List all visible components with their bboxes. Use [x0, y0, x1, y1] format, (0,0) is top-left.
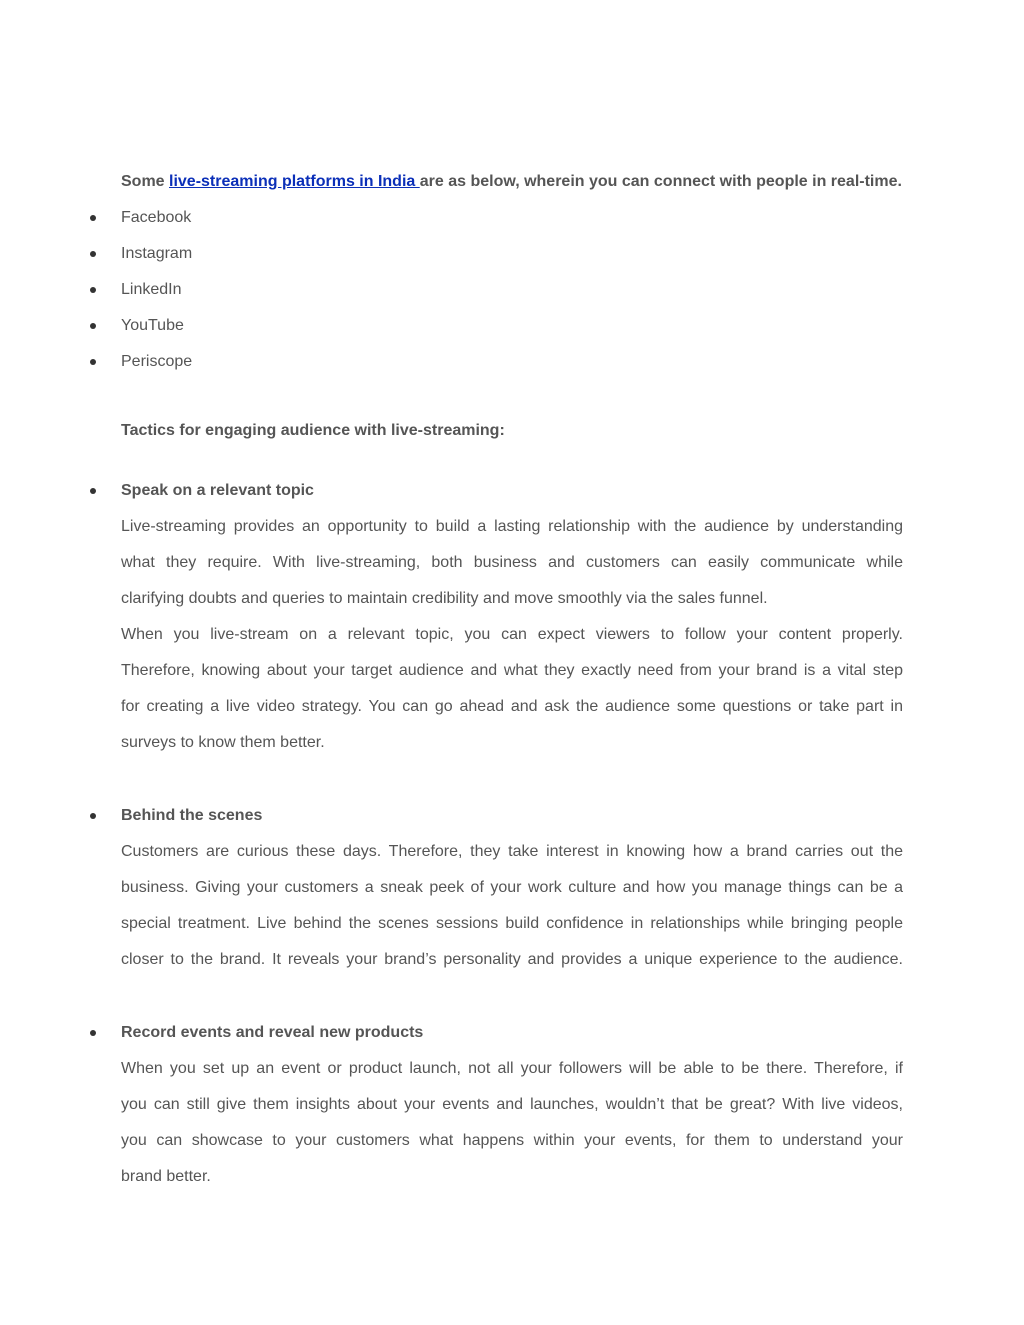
- bullet-icon: [90, 287, 96, 293]
- bullet-icon: [90, 359, 96, 365]
- bullet-icon: [90, 488, 96, 494]
- section-heading: Record events and reveal new products: [121, 1024, 424, 1041]
- paragraph-line: brand better.: [121, 1168, 211, 1185]
- intro-prefix: Some: [121, 173, 170, 190]
- bullet-icon: [90, 323, 96, 329]
- bullet-icon: [90, 1030, 96, 1036]
- paragraph-line: what they require. With live-streaming, both business and customers can easily communicate while: [121, 554, 903, 571]
- paragraph-line: you can showcase to your customers what happens within your events, for them to understand your: [121, 1132, 903, 1149]
- bullet-icon: [90, 813, 96, 819]
- list-item: YouTube: [121, 317, 184, 334]
- section-heading: Behind the scenes: [121, 807, 263, 824]
- intro-suffix: are as below, wherein you can connect with people in real-time.: [419, 173, 902, 190]
- paragraph-line: business. Giving your customers a sneak peek of your work culture and how you manage things can be a: [121, 879, 903, 896]
- paragraph-line: surveys to know them better.: [121, 734, 325, 751]
- paragraph-line: Customers are curious these days. Therefore, they take interest in knowing how a brand carries out the: [121, 843, 903, 860]
- section-heading: Speak on a relevant topic: [121, 482, 314, 499]
- paragraph-line: special treatment. Live behind the scenes sessions build confidence in relationships while bringing people: [121, 915, 903, 932]
- paragraph-line: closer to the brand. It reveals your brand’s personality and provides a unique experience to the audience.: [121, 951, 903, 968]
- paragraph-line: When you set up an event or product launch, not all your followers will be able to be there. Therefore, if: [121, 1060, 903, 1077]
- paragraph-line: Live-streaming provides an opportunity to build a lasting relationship with the audience by understanding: [121, 518, 903, 535]
- bullet-icon: [90, 215, 96, 221]
- paragraph-line: you can still give them insights about your events and launches, wouldn’t that be great? With live videos,: [121, 1096, 903, 1113]
- list-item: Periscope: [121, 353, 193, 370]
- bullet-icon: [90, 251, 96, 257]
- list-item: LinkedIn: [121, 281, 182, 298]
- list-item: Facebook: [121, 209, 192, 226]
- paragraph-line: Therefore, knowing about your target audience and what they exactly need from your brand is a vital step: [121, 662, 903, 679]
- paragraph-line: clarifying doubts and queries to maintain credibility and move smoothly via the sales funnel.: [121, 590, 768, 607]
- paragraph-line: When you live-stream on a relevant topic, you can expect viewers to follow your content properly.: [121, 626, 903, 643]
- paragraph-line: for creating a live video strategy. You can go ahead and ask the audience some questions or take part in: [121, 698, 903, 715]
- intro-paragraph: [121, 172, 903, 192]
- list-item: Instagram: [121, 245, 193, 262]
- tactics-heading: Tactics for engaging audience with live-streaming:: [121, 422, 505, 439]
- platforms-link[interactable]: live-streaming platforms in India: [169, 173, 420, 190]
